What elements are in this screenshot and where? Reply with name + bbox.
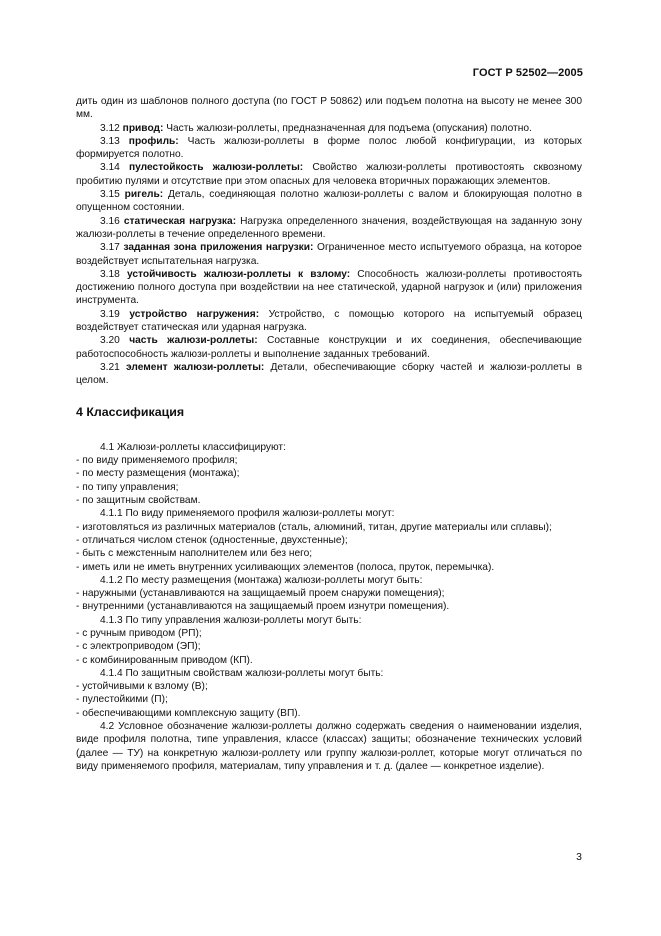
definition-term: часть жалюзи-роллеты: xyxy=(129,335,258,347)
definition-item xyxy=(76,308,582,335)
definition-number: 3.15 xyxy=(100,189,120,201)
definition-number: 3.13 xyxy=(100,135,120,147)
definition-term: статическая нагрузка: xyxy=(123,215,237,227)
definition-item xyxy=(76,188,582,215)
list-item: - иметь или не иметь внутренних усиливающих элементов (полоса, пруток, перемычка). xyxy=(76,561,495,573)
definition-text: Часть жалюзи-роллеты, предназначенная для подъема (опускания) полотно. xyxy=(163,122,532,134)
definition-number: 3.14 xyxy=(100,162,120,174)
definition-text: Деталь, соединяющая полотно жалюзи-роллеты с валом и блокирующая полотно в опущенном состоянии. xyxy=(76,189,582,214)
clause-paragraph: 4.1.2 По месту размещения (монтажа) жалюзи-роллеты могут быть: xyxy=(100,574,423,586)
list-item: - быть с межстенным наполнителем или без него; xyxy=(76,548,313,560)
definition-number: 3.16 xyxy=(100,215,120,227)
definition-number: 3.20 xyxy=(100,335,120,347)
definition-text: Часть жалюзи-роллеты в форме полос любой конфигурации, из которых формируется полотно. xyxy=(76,135,582,161)
definition-item xyxy=(76,215,582,242)
list-item: - внутренними (устанавливаются на защищаемый проем изнутри помещения). xyxy=(76,601,450,613)
list-item: - по виду применяемого профиля; xyxy=(76,455,238,467)
section-title: 4 Классификация xyxy=(76,404,185,419)
clause-paragraph: 4.2 Условное обозначение жалюзи-роллеты должно содержать сведения о наименовании изделия, виде профиля полотна, типе управления, классе (классах) защиты; обозначение технических условий (далее — ТУ) на конкретную жалюзи-роллету или группу жалюзи-роллет, которые могут отличаться по виду применяемого профиля, материалам, типу управления и т. д. (далее — конкретное изделие). xyxy=(76,721,582,772)
classification-section xyxy=(76,441,582,773)
clause-paragraph: 4.1.3 По типу управления жалюзи-роллеты могут быть: xyxy=(100,614,362,626)
definition-text: Способность жалюзи-роллеты противостоять достижению полного доступа при воздействии на нее статической, ударной нагрузок и (или) приложения инструмента. xyxy=(76,268,583,307)
list-item: - пулестойкими (П); xyxy=(76,694,168,706)
list-item: - по типу управления; xyxy=(76,481,179,493)
list-item: - устойчивыми к взлому (В); xyxy=(76,681,208,693)
list-item: - по месту размещения (монтажа); xyxy=(76,468,240,480)
definition-item xyxy=(76,334,582,361)
intro-paragraph: дить один из шаблонов полного доступа (по ГОСТ Р 50862) или подъем полотна на высоту не менее 300 мм. xyxy=(76,96,582,121)
list-item: - наружными (устанавливаются на защищаемый проем снаружи помещения); xyxy=(76,588,445,600)
document-header: ГОСТ Р 52502—2005 xyxy=(472,67,583,79)
definition-number: 3.12 xyxy=(100,122,120,134)
definition-item xyxy=(76,241,582,268)
definition-term: устройство нагружения: xyxy=(129,308,260,320)
definition-text: Детали, обеспечивающие сборку частей и жалюзи-роллеты в целом. xyxy=(76,361,582,387)
list-item: - изготовляться из различных материалов (сталь, алюминий, титан, другие материалы или сплавы); xyxy=(76,521,552,533)
definition-term: заданная зона приложения нагрузки: xyxy=(123,242,314,254)
clause-paragraph: 4.1 Жалюзи-роллеты классифицируют: xyxy=(100,441,286,453)
list-item: - по защитным свойствам. xyxy=(76,495,201,507)
definition-item xyxy=(76,161,582,188)
definition-term: пулестойкость жалюзи-роллеты: xyxy=(128,162,304,174)
definition-text: Составные конструкции и их соединения, обеспечивающие работоспособность жалюзи-роллеты и выполнение заданных требований. xyxy=(76,335,582,360)
definition-number: 3.19 xyxy=(100,308,120,320)
definition-item xyxy=(76,135,582,162)
definition-item xyxy=(76,268,582,308)
definition-term: привод: xyxy=(122,122,164,134)
document-body xyxy=(76,95,582,773)
list-item: - с электроприводом (ЭП); xyxy=(76,641,201,653)
definition-text: Устройство, с помощью которого на испытуемый образец воздействует статическая или ударная нагрузка. xyxy=(76,308,582,334)
page-number: 3 xyxy=(576,851,582,863)
definition-text: Нагрузка определенного значения, воздействующая на заданную зону жалюзи-роллеты в течение определенного времени. xyxy=(76,215,582,240)
list-item: - с ручным приводом (РП); xyxy=(76,627,202,639)
definition-item xyxy=(76,122,582,135)
clause-paragraph: 4.1.4 По защитным свойствам жалюзи-роллеты могут быть: xyxy=(100,667,384,679)
definition-number: 3.21 xyxy=(100,361,120,373)
definition-term: элемент жалюзи-роллеты: xyxy=(126,361,265,373)
definition-term: профиль: xyxy=(128,135,179,147)
list-item: - обеспечивающими комплексную защиту (ВП). xyxy=(76,707,301,719)
definition-text: Свойство жалюзи-роллеты противостоять сквозному пробитию пулями и отсутствие при этом опасных для человека вторичных поражающих элементов. xyxy=(76,162,582,187)
definition-text: Ограниченное место испытуемого образца, на которое воздействует испытательная нагрузка. xyxy=(76,242,582,267)
list-item: - отличаться числом стенок (одностенные, двухстенные); xyxy=(76,534,348,546)
definition-number: 3.17 xyxy=(100,242,120,254)
definition-number: 3.18 xyxy=(100,268,120,280)
list-item: - с комбинированным приводом (КП). xyxy=(76,654,253,666)
definition-term: устойчивость жалюзи-роллеты к взлому: xyxy=(126,268,351,280)
definitions-list xyxy=(76,122,582,388)
definition-item xyxy=(76,361,582,388)
clause-paragraph: 4.1.1 По виду применяемого профиля жалюзи-роллеты могут: xyxy=(100,508,395,520)
definition-term: ригель: xyxy=(124,189,164,201)
